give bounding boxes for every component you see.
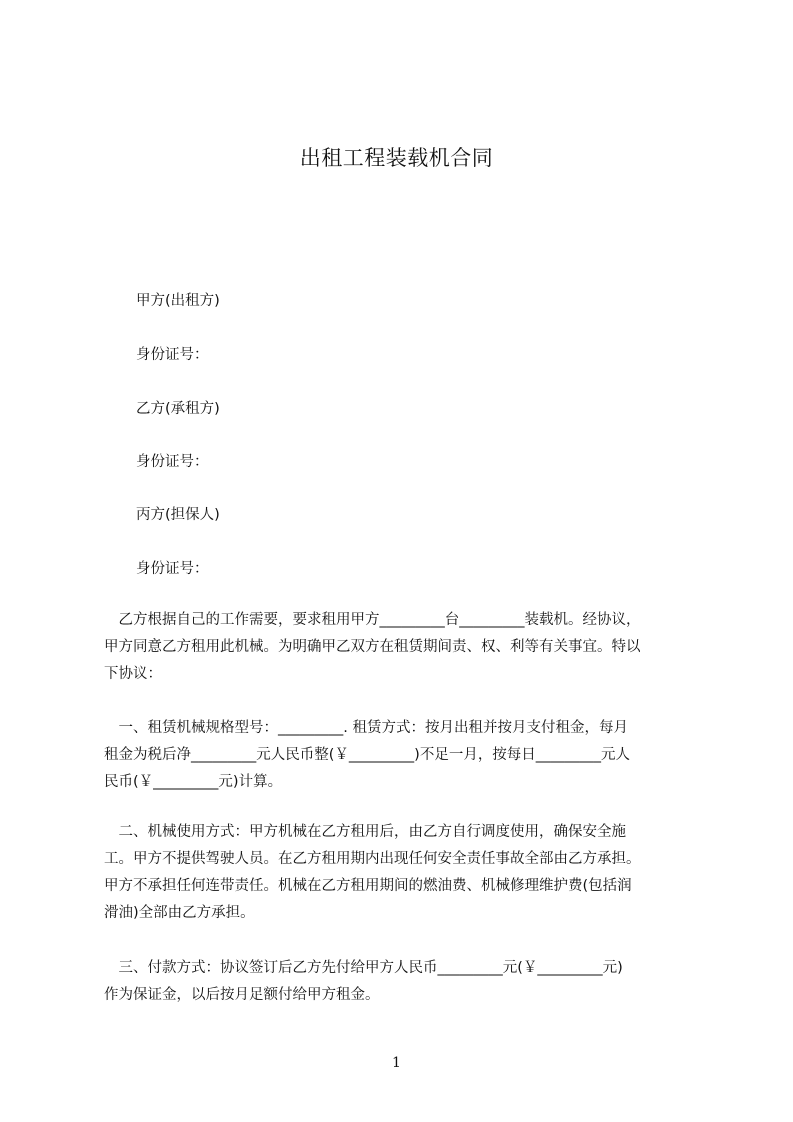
text-line: 甲方不承担任何连带责任。机械在乙方租用期间的燃油费、机械修理维护费(包括润 — [104, 878, 632, 894]
text-line: 下协议： — [104, 666, 162, 682]
text-line: 一、租赁机械规格型号：_________. 租赁方式：按月出租并按月支付租金，每月 — [104, 720, 628, 736]
page-number: 1 — [392, 1055, 401, 1071]
party-c-label: 丙方(担保人) — [136, 507, 220, 523]
party-c-id-label: 身份证号： — [136, 561, 209, 577]
party-a-id-label: 身份证号： — [136, 347, 209, 363]
clause-2-paragraph — [104, 819, 704, 927]
text-line: 乙方根据自己的工作需要，要求租用甲方_________台_________装载机。经协议， — [104, 612, 641, 628]
party-b-id-label: 身份证号： — [136, 454, 209, 470]
intro-paragraph — [104, 607, 704, 688]
text-line: 三、付款方式：协议签订后乙方先付给甲方人民币_________元(￥_________元) — [104, 960, 623, 976]
text-line: 二、机械使用方式：甲方机械在乙方租用后，由乙方自行调度使用，确保安全施 — [104, 824, 626, 840]
text-line: 民币(￥_________元)计算。 — [104, 774, 283, 790]
party-a-label: 甲方(出租方) — [136, 293, 220, 309]
party-b-label: 乙方(承租方) — [136, 401, 220, 417]
clause-1-paragraph — [104, 715, 704, 796]
clause-3-paragraph — [104, 955, 704, 1009]
text-line: 甲方同意乙方租用此机械。为明确甲乙双方在租赁期间责、权、利等有关事宜。特以 — [104, 639, 641, 655]
text-line: 滑油)全部由乙方承担。 — [104, 905, 255, 921]
text-line: 租金为税后净_________元人民币整(￥_________)不足一月，按每日_________元人 — [104, 747, 631, 763]
text-line: 作为保证金，以后按月足额付给甲方租金。 — [104, 987, 380, 1003]
document-title: 出租工程装载机合同 — [299, 146, 494, 170]
text-line: 工。甲方不提供驾驶人员。在乙方租用期内出现任何安全责任事故全部由乙方承担。 — [104, 851, 641, 867]
